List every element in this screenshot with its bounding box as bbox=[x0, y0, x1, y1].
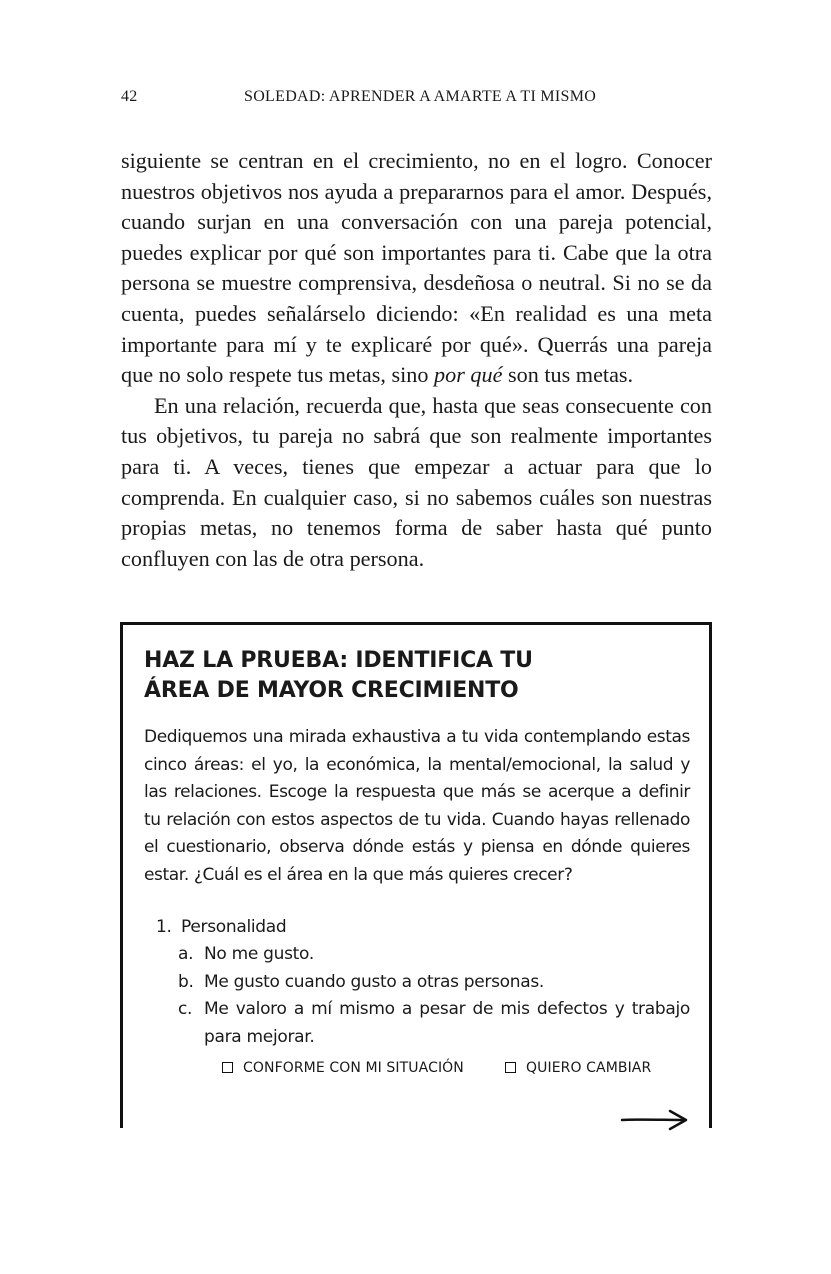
page-number: 42 bbox=[121, 88, 138, 105]
question-list bbox=[144, 914, 690, 1052]
emphasis: por qué bbox=[434, 362, 503, 388]
arrow-right-icon bbox=[620, 1108, 690, 1132]
question-label: Personalidad bbox=[181, 916, 287, 937]
option-letter: c. bbox=[178, 999, 193, 1020]
choice-conforme[interactable] bbox=[222, 1060, 464, 1076]
option-a bbox=[144, 941, 690, 969]
exercise-title: HAZ LA PRUEBA: IDENTIFICA TU ÁREA DE MAYOR CRECIMIENTO bbox=[144, 648, 533, 703]
option-b bbox=[144, 969, 690, 997]
paragraph-2: En una relación, recuerda que, hasta que seas consecuente con tus objetivos, tu pareja no sabrá que son realmente importantes para ti. A veces, tienes que empezar a actuar para que lo comprenda. En cualquier caso, si no sabemos cuáles son nuestras propias metas, no tenemos forma de saber hasta qué punto confluyen con las de otra persona. bbox=[121, 392, 712, 571]
question-item bbox=[144, 914, 690, 942]
answer-choices bbox=[144, 1060, 690, 1090]
running-title: SOLEDAD: APRENDER A AMARTE A TI MISMO bbox=[244, 88, 597, 105]
option-text: Me valoro a mí mismo a pesar de mis defectos y trabajo para mejorar. bbox=[204, 999, 690, 1047]
paragraph-1: siguiente se centran en el crecimiento, no en el logro. Conocer nuestros objetivos nos ayuda a prepararnos para el amor. Después, cuando surjan en una conversación con una pareja potencial, puedes explicar por qué son importantes para ti. Cabe que la otra persona se muestre comprensiva, desdeñosa o neutral. Si no se da cuenta, puedes señalárselo diciendo: «En realidad es una meta importante para mí y te explicaré por qué». Querrás una pareja que no solo respete tus metas, sino por qué son tus metas. bbox=[121, 148, 712, 388]
option-c bbox=[144, 996, 690, 1051]
body-text bbox=[121, 146, 712, 574]
option-letter: b. bbox=[178, 971, 194, 992]
choice-quiero-cambiar[interactable] bbox=[505, 1060, 651, 1076]
exercise-intro: Dediquemos una mirada exhaustiva a tu vida contemplando estas cinco áreas: el yo, la económica, la mental/emocional, la salud y las relaciones. Escoge la respuesta que más se acerque a definir tu relación con estos aspectos de tu vida. Cuando hayas rellenado el cuestionario, observa dónde estás y piensa en dónde quieres estar. ¿Cuál es el área en la que más quieres crecer? bbox=[144, 727, 690, 885]
option-letter: a. bbox=[178, 944, 194, 965]
choice-label: QUIERO CAMBIAR bbox=[526, 1059, 652, 1076]
option-text: Me gusto cuando gusto a otras personas. bbox=[204, 971, 545, 992]
question-number: 1. bbox=[156, 916, 172, 937]
checkbox-icon[interactable] bbox=[222, 1062, 233, 1073]
exercise-content bbox=[144, 646, 690, 1090]
checkbox-icon[interactable] bbox=[505, 1062, 516, 1073]
choice-label: CONFORME CON MI SITUACIÓN bbox=[243, 1059, 464, 1076]
option-text: No me gusto. bbox=[204, 944, 314, 965]
running-header bbox=[121, 88, 711, 110]
